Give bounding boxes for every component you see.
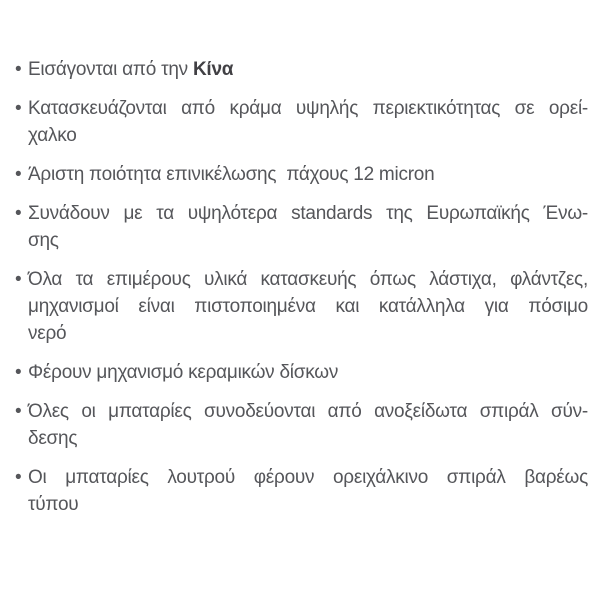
list-item-ceramic-discs [15,359,588,386]
item-text-line: χαλκο [28,125,77,146]
item-text-line: Φέρουν μηχανισμό κεραμικών δίσκων [28,362,339,383]
list-item-text [28,266,588,347]
list-item-standards [15,200,588,254]
list-item-text [28,398,588,452]
item-text-bold: Κίνα [192,59,234,80]
bullet-icon: • [15,98,22,119]
bullet-icon: • [15,467,22,488]
item-text-line: τύπου [28,494,79,515]
bullet-icon: • [15,362,22,383]
item-text-normal: Εισάγονται από την [28,59,193,80]
bullet-icon: • [15,164,22,185]
item-text-line: Όλες οι μπαταρίες συνοδεύονται από ανοξείδωτα σπιράλ σύν- [28,401,588,422]
item-text-line: Οι μπαταρίες λουτρού φέρουν ορειχάλκινο σπιράλ βαρέως [28,467,588,488]
list-item-text [28,359,588,386]
list-item-spiral-hoses [15,398,588,452]
item-text-line: νερό [28,323,67,344]
list-item-text [28,95,588,149]
item-text-line: Συνάδουν με τα υψηλότερα standards της Ευρωπαϊκής Ένω- [28,203,588,224]
item-text-line: Άριστη ποιότητα επινικέλωσης πάχους 12 micron [28,164,435,185]
list-item-text [28,200,588,254]
item-text-line: δεσης [28,428,78,449]
bullet-icon: • [15,59,22,80]
item-text-line: Κατασκευάζονται από κράμα υψηλής περιεκτικότητας σε ορεί- [28,98,588,119]
bullet-icon: • [15,269,22,290]
list-item-text [28,56,588,83]
list-item-plating [15,161,588,188]
list-item-certified-parts [15,266,588,347]
item-text-line: σης [28,230,59,251]
list-item-text [28,464,588,518]
list-item-origin [15,56,588,83]
bullet-icon: • [15,401,22,422]
bullet-icon: • [15,203,22,224]
list-item-bath-spiral [15,464,588,518]
item-text-line: μηχανισμοί είναι πιστοποιημένα και κατάλληλα για πόσιμο [28,296,588,317]
list-item-material [15,95,588,149]
list-item-text [28,161,588,188]
item-text-line: Όλα τα επιμέρους υλικά κατασκευής όπως λάστιχα, φλάντζες, [28,269,588,290]
